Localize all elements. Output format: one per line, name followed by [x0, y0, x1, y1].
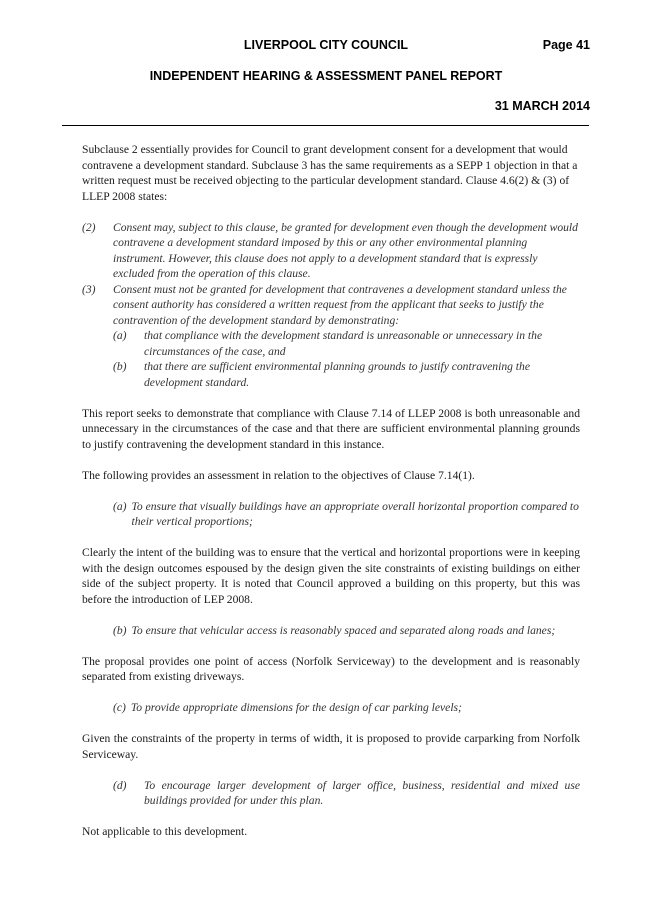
- objective-number: (d): [113, 778, 127, 792]
- objective-c: [82, 700, 580, 716]
- clause-item-2: [82, 220, 580, 282]
- objective-number: (b): [113, 623, 127, 637]
- clause-item-text: Consent must not be granted for development that contravenes a development standard unless the consent authority has considered a written request from the applicant that seeks to justify the contravention of the development standard by demonstrating:: [113, 282, 567, 327]
- page-number: Page 41: [542, 38, 590, 52]
- clause-subitem-text: that there are sufficient environmental planning grounds to justify contravening the development standard.: [144, 360, 530, 389]
- clause-subitem-b: [82, 359, 580, 390]
- report-date: 31 MARCH 2014: [494, 99, 590, 113]
- objective-number: (c): [113, 701, 126, 714]
- objective-a-paragraph: Clearly the intent of the building was to ensure that the vertical and horizontal proportions were in keeping with the design outcomes espoused by the design given the site constraints of existing buildings on either side of the subject property. It is noted that Council approved a building on this property, but this was before the introduction of LEP 2008.: [82, 546, 580, 606]
- objective-d: [82, 778, 580, 809]
- objective-c-paragraph: Given the constraints of the property in terms of width, it is proposed to provide carparking from Norfolk Serviceway.: [82, 732, 580, 761]
- objective-text: To ensure that vehicular access is reasonably spaced and separated along roads and lanes;: [131, 623, 556, 637]
- body-text: [82, 142, 580, 840]
- objective-text: To ensure that visually buildings have an appropriate overall horizontal proportion compared to their vertical proportions;: [131, 499, 579, 528]
- clause-quote: [82, 220, 580, 391]
- following-paragraph: The following provides an assessment in relation to the objectives of Clause 7.14(1).: [82, 468, 475, 482]
- clause-item-number: (3): [82, 282, 96, 296]
- objective-b-paragraph: The proposal provides one point of access (Norfolk Serviceway) to the development and is reasonably separated from existing driveways.: [82, 654, 580, 683]
- demonstrate-paragraph: This report seeks to demonstrate that compliance with Clause 7.14 of LLEP 2008 is both unreasonable and unnecessary in the circumstances of the case and that there are sufficient environmental planning grounds to justify contravening the development standard in this instance.: [82, 406, 580, 451]
- clause-item-3: [82, 282, 580, 329]
- clause-subitem-a: [82, 328, 580, 359]
- objective-d-paragraph: Not applicable to this development.: [82, 825, 248, 838]
- clause-item-number: (2): [82, 220, 96, 234]
- clause-subitem-number: (a): [113, 329, 127, 342]
- clause-item-text: Consent may, subject to this clause, be granted for development even though the development would contravene a development standard imposed by this or any other environmental planning instrument. However, this clause does not apply to a development standard that is expressly excluded from the operation of this clause.: [113, 220, 578, 280]
- objective-b: [82, 623, 580, 639]
- report-title: INDEPENDENT HEARING & ASSESSMENT PANEL REPORT: [149, 69, 503, 83]
- clause-subitem-number: (b): [113, 360, 127, 373]
- objective-text: To provide appropriate dimensions for the design of car parking levels;: [130, 701, 462, 714]
- council-name: LIVERPOOL CITY COUNCIL: [243, 38, 409, 52]
- header-divider: [62, 125, 589, 126]
- clause-subitem-text: that compliance with the development standard is unreasonable or unnecessary in the circumstances of the case, and: [144, 329, 543, 358]
- objective-number: (a): [113, 499, 127, 513]
- objective-text: To encourage larger development of larger office, business, residential and mixed use buildings provided for under this plan.: [144, 778, 580, 807]
- intro-paragraph: Subclause 2 essentially provides for Council to grant development consent for a development that would contravene a development standard. Subclause 3 has the same requirements as a SEPP 1 objection in that a written request must be received objecting to the particular development standard. Clause 4.6(2) & (3) of LLEP 2008 states:: [82, 143, 578, 203]
- objective-a: [82, 499, 580, 530]
